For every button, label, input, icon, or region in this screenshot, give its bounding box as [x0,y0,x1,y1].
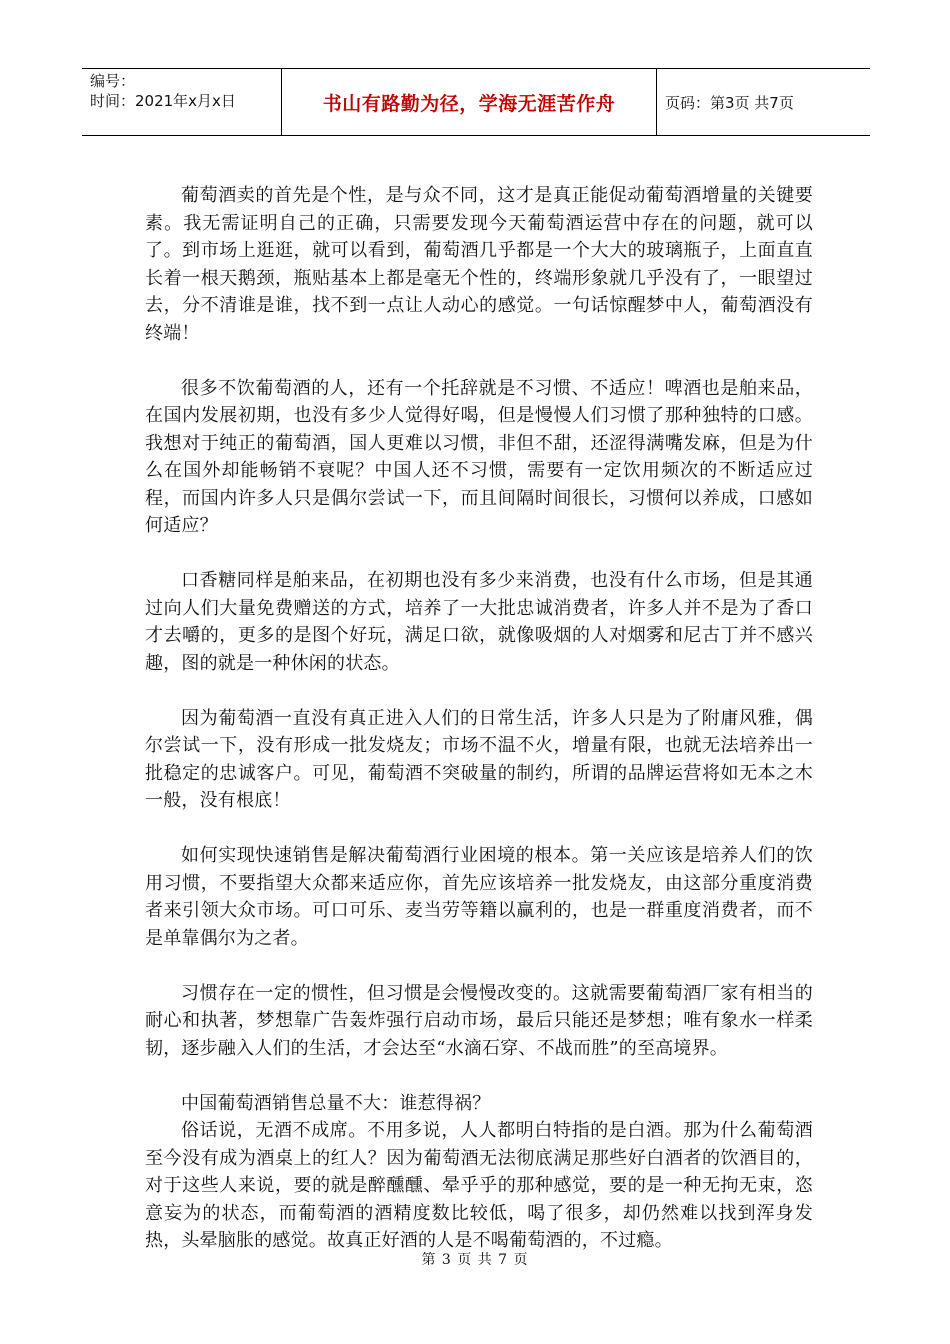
paragraph-3: 口香糖同样是舶来品，在初期也没有多少来消费，也没有什么市场，但是其通过向人们大量免费赠送的方式，培养了一大批忠诚消费者，许多人并不是为了香口才去嚼的，更多的是图个好玩，满足口欲，就像吸烟的人对烟雾和尼古丁并不感兴趣，图的就是一种休闲的状态。 [145,570,813,674]
paragraph-7: 俗话说，无酒不成席。不用多说，人人都明白特指的是白酒。那为什么葡萄酒至今没有成为酒桌上的红人？因为葡萄酒无法彻底满足那些好白酒者的饮酒目的，对于这些人来说，要的就是醉醺醺、晕乎乎的那种感觉，要的是一种无拘无束，恣意妄为的状态，而葡萄酒的酒精度数比较低，喝了很多，却仍然难以找到浑身发热，头晕脑胀的感觉。故真正好酒的人是不喝葡萄酒的，不过瘾。 [145,1120,813,1251]
paragraph-6: 习惯存在一定的惯性，但习惯是会慢慢改变的。这就需要葡萄酒厂家有相当的耐心和执著，梦想靠广告轰炸强行启动市场，最后只能还是梦想；唯有象水一样柔韧，逐步融入人们的生活，才会达至“水滴石穿、不战而胜”的至高境界。 [145,982,813,1059]
section-heading: 中国葡萄酒销售总量不大：谁惹得祸？ [181,1092,491,1114]
document-header [82,68,870,136]
time-label: 时间：2021年x月x日 [90,92,236,110]
header-page-info: 页码：第3页 共7页 [665,93,794,112]
document-body [145,182,813,1282]
paragraph-1: 葡萄酒卖的首先是个性，是与众不同，这才是真正能促动葡萄酒增量的关键要素。我无需证明自己的正确，只需要发现今天葡萄酒运营中存在的问题，就可以了。到市场上逛逛，就可以看到，葡萄酒几乎都是一个大大的玻璃瓶子，上面直直长着一根天鹅颈，瓶贴基本上都是毫无个性的，终端形象就几乎没有了，一眼望过去，分不清谁是谁，找不到一点让人动心的感觉。一句话惊醒梦中人，葡萄酒没有终端！ [145,185,813,344]
header-motto: 书山有路勤为径，学海无涯苦作舟 [282,69,657,135]
header-meta [82,69,282,135]
paragraph-2: 很多不饮葡萄酒的人，还有一个托辞就是不习惯、不适应！啤酒也是舶来品，在国内发展初期，也没有多少人觉得好喝，但是慢慢人们习惯了那种独特的口感。我想对于纯正的葡萄酒，国人更难以习惯，非但不甜，还涩得满嘴发麻，但是为什么在国外却能畅销不衰呢？中国人还不习惯，需要有一定饮用频次的不断适应过程，而国内许多人只是偶尔尝试一下，而且间隔时间很长，习惯何以养成，口感如何适应？ [145,377,813,536]
paragraph-4: 因为葡萄酒一直没有真正进入人们的日常生活，许多人只是为了附庸风雅，偶尔尝试一下，没有形成一批发烧友；市场不温不火，增量有限，也就无法培养出一批稳定的忠诚客户。可见，葡萄酒不突破量的制约，所谓的品牌运营将如无本之木一般，没有根底！ [145,707,813,811]
paragraph-5: 如何实现快速销售是解决葡萄酒行业困境的根本。第一关应该是培养人们的饮用习惯，不要指望大众都来适应你，首先应该培养一批发烧友，由这部分重度消费者来引领大众市场。可口可乐、麦当劳等籍以赢利的，也是一群重度消费者，而不是单靠偶尔为之者。 [145,845,813,949]
number-label: 编号： [90,72,136,90]
page-footer: 第 3 页 共 7 页 [421,1252,529,1268]
